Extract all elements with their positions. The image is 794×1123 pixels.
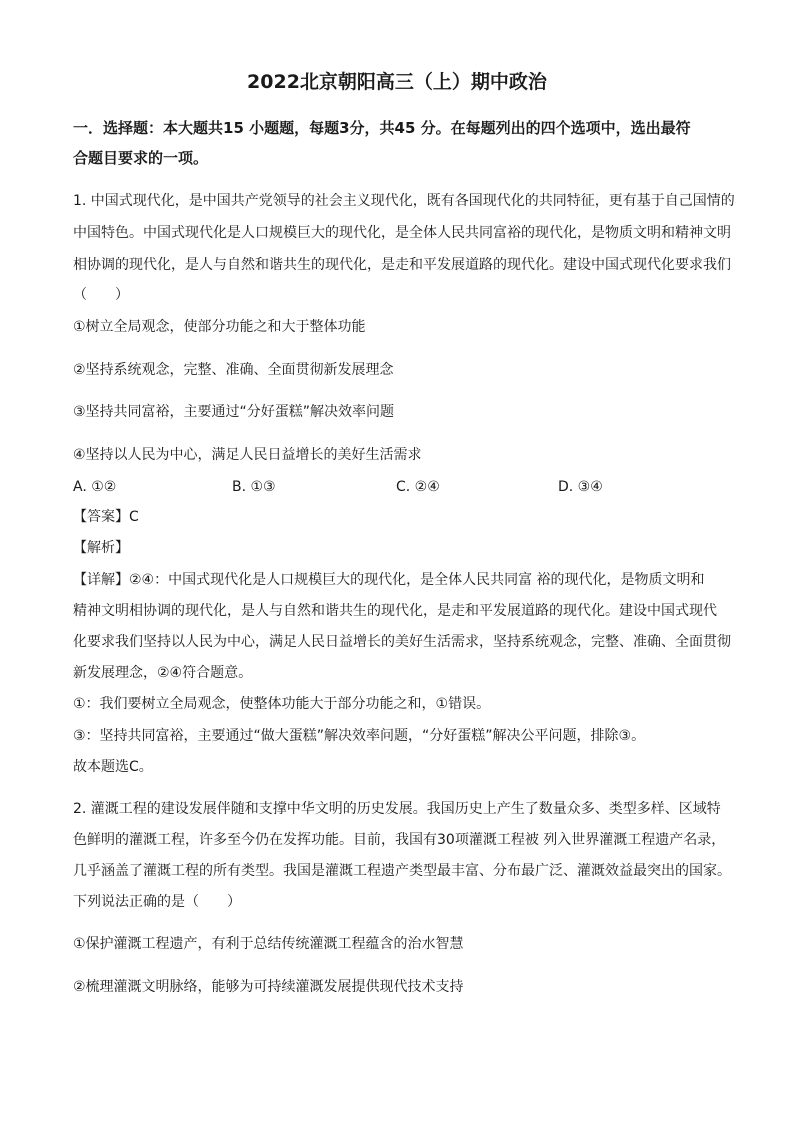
q1-item: ③坚持共同富裕，主要通过“分好蛋糕”解决效率问题 bbox=[73, 404, 395, 420]
q1-stem-line: 1. 中国式现代化，是中国共产党领导的社会主义现代化，既有各国现代化的共同特征，更有基于自己国情的 bbox=[73, 193, 735, 209]
q1-detail-line: 精神文明相协调的现代化，是人与自然和谐共生的现代化，是走和平发展道路的现代化。建设中国式现代 bbox=[73, 603, 717, 619]
q1-detail-line: 故本题选C。 bbox=[73, 759, 153, 775]
q2-item: ①保护灌溉工程遗产，有利于总结传统灌溉工程蕴含的治水智慧 bbox=[73, 936, 464, 952]
section-heading-line-1: 一．选择题：本大题共15 小题题，每题3分，共45 分。在每题列出的四个选项中，选出最符 bbox=[73, 119, 691, 137]
q1-analysis-heading: 【解析】 bbox=[73, 540, 129, 556]
q1-item: ②坚持系统观念，完整、准确、全面贯彻新发展理念 bbox=[73, 362, 394, 378]
q1-detail-line: ③：坚持共同富裕，主要通过“做大蛋糕”解决效率问题，“分好蛋糕”解决公平问题，排除③。 bbox=[73, 728, 646, 744]
page-title: 2022北京朝阳高三（上）期中政治 bbox=[247, 71, 547, 93]
q2-stem-line: 下列说法正确的是（ ） bbox=[73, 894, 241, 910]
q2-stem-line: 2. 灌溉工程的建设发展伴随和支撑中华文明的历史发展。我国历史上产生了数量众多、类型多样、区域特 bbox=[73, 801, 721, 817]
q1-option-d: D. ③④ bbox=[558, 479, 603, 495]
q1-answer: 【答案】C bbox=[73, 509, 139, 525]
q1-detail-line: 化要求我们坚持以人民为中心，满足人民日益增长的美好生活需求，坚持系统观念，完整、准确、全面贯彻 bbox=[73, 634, 731, 650]
q2-stem-line: 几乎涵盖了灌溉工程的所有类型。我国是灌溉工程遗产类型最丰富、分布最广泛、灌溉效益最突出的国家。 bbox=[73, 863, 731, 879]
section-heading-line-2: 合题目要求的一项。 bbox=[73, 149, 209, 167]
q1-option-b: B. ①③ bbox=[232, 479, 276, 495]
q1-stem-line: 相协调的现代化，是人与自然和谐共生的现代化，是走和平发展道路的现代化。建设中国式现代化要求我们 bbox=[73, 257, 731, 273]
q1-option-a: A. ①② bbox=[73, 479, 117, 495]
q1-detail-line: 【详解】②④：中国式现代化是人口规模巨大的现代化，是全体人民共同富 裕的现代化，是物质文明和 bbox=[73, 572, 705, 588]
q1-option-c: C. ②④ bbox=[396, 479, 440, 495]
q1-detail-line: 新发展理念，②④符合题意。 bbox=[73, 665, 253, 681]
q1-stem-line: 中国特色。中国式现代化是人口规模巨大的现代化，是全体人民共同富裕的现代化，是物质文明和精神文明 bbox=[73, 225, 731, 241]
q2-stem-line: 色鲜明的灌溉工程，许多至今仍在发挥功能。目前，我国有30项灌溉工程被 列入世界灌溉工程遗产名录， bbox=[73, 832, 726, 848]
q2-item: ②梳理灌溉文明脉络，能够为可持续灌溉发展提供现代技术支持 bbox=[73, 979, 464, 995]
q1-detail-line: ①：我们要树立全局观念，使整体功能大于部分功能之和，①错误。 bbox=[73, 696, 491, 712]
q1-blank: （ ） bbox=[73, 287, 129, 303]
q1-item: ④坚持以人民为中心，满足人民日益增长的美好生活需求 bbox=[73, 447, 422, 463]
q1-item: ①树立全局观念，使部分功能之和大于整体功能 bbox=[73, 319, 366, 335]
